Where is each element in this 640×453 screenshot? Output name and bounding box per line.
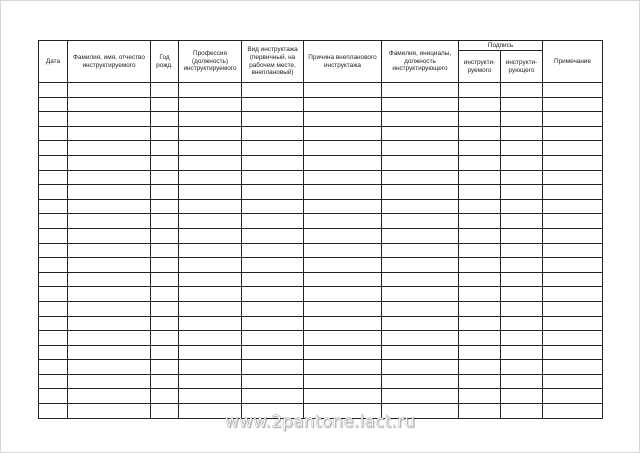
table-cell[interactable]: [543, 345, 603, 360]
table-cell[interactable]: [39, 243, 68, 258]
table-cell[interactable]: [151, 126, 179, 141]
table-cell[interactable]: [543, 112, 603, 127]
table-cell[interactable]: [459, 228, 501, 243]
table-cell[interactable]: [304, 272, 382, 287]
table-cell[interactable]: [501, 214, 543, 229]
table-row: [39, 126, 603, 141]
table-cell[interactable]: [304, 126, 382, 141]
header-signature-instructor: инструкти-рующего: [501, 51, 543, 83]
table-cell[interactable]: [151, 170, 179, 185]
table-cell[interactable]: [459, 345, 501, 360]
table-cell[interactable]: [68, 374, 151, 389]
table-cell[interactable]: [501, 228, 543, 243]
header-birth-year: Год рожд.: [151, 41, 179, 83]
table-cell[interactable]: [382, 141, 459, 156]
table-cell[interactable]: [68, 301, 151, 316]
table-cell[interactable]: [543, 360, 603, 375]
header-briefing-type: Вид инструктажа (первичный, на рабочем месте, внеплановый): [242, 41, 304, 83]
table-cell[interactable]: [382, 374, 459, 389]
table-row: [39, 360, 603, 375]
table-cell[interactable]: [501, 316, 543, 331]
table-cell[interactable]: [543, 331, 603, 346]
table-cell[interactable]: [179, 258, 242, 273]
table-cell[interactable]: [459, 316, 501, 331]
table-cell[interactable]: [151, 97, 179, 112]
table-cell[interactable]: [543, 228, 603, 243]
table-cell[interactable]: [501, 83, 543, 98]
table-cell[interactable]: [39, 301, 68, 316]
table-cell[interactable]: [382, 345, 459, 360]
table-cell[interactable]: [151, 374, 179, 389]
table-cell[interactable]: [39, 287, 68, 302]
table-cell[interactable]: [68, 83, 151, 98]
header-signature: Подпись: [459, 41, 543, 51]
table-cell[interactable]: [179, 316, 242, 331]
table-cell[interactable]: [151, 199, 179, 214]
table-cell[interactable]: [151, 345, 179, 360]
table-cell[interactable]: [382, 112, 459, 127]
table-cell[interactable]: [501, 243, 543, 258]
table-cell[interactable]: [543, 126, 603, 141]
table-cell[interactable]: [501, 287, 543, 302]
table-cell[interactable]: [382, 272, 459, 287]
table-cell[interactable]: [501, 141, 543, 156]
header-date: Дата: [39, 41, 68, 83]
table-cell[interactable]: [501, 374, 543, 389]
table-cell[interactable]: [304, 345, 382, 360]
table-cell[interactable]: [501, 272, 543, 287]
table-cell[interactable]: [459, 83, 501, 98]
table-cell[interactable]: [242, 141, 304, 156]
table-cell[interactable]: [543, 316, 603, 331]
table-cell[interactable]: [501, 301, 543, 316]
table-cell[interactable]: [242, 170, 304, 185]
table-cell[interactable]: [39, 214, 68, 229]
table-cell[interactable]: [39, 331, 68, 346]
table-cell[interactable]: [151, 316, 179, 331]
table-row: [39, 97, 603, 112]
table-cell[interactable]: [543, 389, 603, 404]
table-cell[interactable]: [68, 126, 151, 141]
table-cell[interactable]: [179, 126, 242, 141]
table-cell[interactable]: [151, 228, 179, 243]
table-cell[interactable]: [543, 258, 603, 273]
table-cell[interactable]: [304, 199, 382, 214]
table-row: [39, 316, 603, 331]
table-cell[interactable]: [304, 258, 382, 273]
table-cell[interactable]: [543, 374, 603, 389]
table-cell[interactable]: [151, 287, 179, 302]
table-cell[interactable]: [179, 287, 242, 302]
table-cell[interactable]: [151, 389, 179, 404]
header-note: Примечание: [543, 41, 603, 83]
table-cell[interactable]: [304, 97, 382, 112]
table-cell[interactable]: [382, 258, 459, 273]
table-cell[interactable]: [459, 170, 501, 185]
table-cell[interactable]: [179, 214, 242, 229]
table-row: [39, 170, 603, 185]
table-cell[interactable]: [382, 170, 459, 185]
table-cell[interactable]: [151, 243, 179, 258]
table-cell[interactable]: [304, 316, 382, 331]
table-cell[interactable]: [501, 126, 543, 141]
table-cell[interactable]: [543, 214, 603, 229]
table-cell[interactable]: [179, 345, 242, 360]
table-cell[interactable]: [151, 360, 179, 375]
table-cell[interactable]: [304, 389, 382, 404]
table-cell[interactable]: [543, 199, 603, 214]
table-cell[interactable]: [151, 214, 179, 229]
header-unscheduled-reason: Причина внепланового инструктажа: [304, 41, 382, 83]
table-cell[interactable]: [382, 214, 459, 229]
table-cell[interactable]: [501, 389, 543, 404]
table-cell[interactable]: [304, 287, 382, 302]
table-row: [39, 155, 603, 170]
table-cell[interactable]: [543, 301, 603, 316]
table-cell[interactable]: [304, 112, 382, 127]
table-cell[interactable]: [179, 243, 242, 258]
table-row: [39, 331, 603, 346]
table-cell[interactable]: [242, 316, 304, 331]
table-cell[interactable]: [151, 258, 179, 273]
table-cell[interactable]: [242, 199, 304, 214]
table-cell[interactable]: [304, 141, 382, 156]
table-cell[interactable]: [501, 199, 543, 214]
table-cell[interactable]: [382, 185, 459, 200]
table-cell[interactable]: [68, 214, 151, 229]
table-cell[interactable]: [501, 97, 543, 112]
header-profession: Профессия (должность) инструктируемого: [179, 41, 242, 83]
table-cell[interactable]: [179, 83, 242, 98]
table-cell[interactable]: [68, 360, 151, 375]
table-cell[interactable]: [68, 316, 151, 331]
table-row: [39, 272, 603, 287]
table-cell[interactable]: [39, 360, 68, 375]
table-cell[interactable]: [242, 214, 304, 229]
table-cell[interactable]: [242, 228, 304, 243]
table-row: [39, 185, 603, 200]
table-cell[interactable]: [242, 112, 304, 127]
table-cell[interactable]: [459, 272, 501, 287]
table-cell[interactable]: [543, 287, 603, 302]
table-cell[interactable]: [382, 301, 459, 316]
table-cell[interactable]: [382, 331, 459, 346]
table-cell[interactable]: [151, 155, 179, 170]
table-cell[interactable]: [68, 272, 151, 287]
table-row: [39, 389, 603, 404]
table-cell[interactable]: [304, 185, 382, 200]
table-cell[interactable]: [304, 170, 382, 185]
table-cell[interactable]: [501, 112, 543, 127]
table-cell[interactable]: [459, 243, 501, 258]
table-cell[interactable]: [459, 258, 501, 273]
table-cell[interactable]: [39, 112, 68, 127]
table-cell[interactable]: [39, 199, 68, 214]
table-cell[interactable]: [68, 170, 151, 185]
table-cell[interactable]: [459, 331, 501, 346]
table-cell[interactable]: [68, 185, 151, 200]
table-cell[interactable]: [501, 360, 543, 375]
table-cell[interactable]: [501, 185, 543, 200]
table-cell[interactable]: [242, 374, 304, 389]
table-cell[interactable]: [304, 214, 382, 229]
table-cell[interactable]: [242, 155, 304, 170]
table-cell[interactable]: [39, 170, 68, 185]
table-cell[interactable]: [304, 374, 382, 389]
table-row: [39, 214, 603, 229]
table-row: [39, 112, 603, 127]
table-cell[interactable]: [543, 185, 603, 200]
table-cell[interactable]: [39, 374, 68, 389]
table-cell[interactable]: [543, 141, 603, 156]
table-cell[interactable]: [179, 331, 242, 346]
table-cell[interactable]: [39, 389, 68, 404]
table-cell[interactable]: [459, 141, 501, 156]
table-row: [39, 301, 603, 316]
table-cell[interactable]: [543, 243, 603, 258]
table-cell[interactable]: [459, 112, 501, 127]
table-cell[interactable]: [382, 243, 459, 258]
table-cell[interactable]: [68, 97, 151, 112]
table-cell[interactable]: [151, 272, 179, 287]
table-cell[interactable]: [39, 316, 68, 331]
table-cell[interactable]: [543, 272, 603, 287]
table-cell[interactable]: [39, 272, 68, 287]
table-cell[interactable]: [39, 155, 68, 170]
table-cell[interactable]: [304, 301, 382, 316]
table-cell[interactable]: [459, 301, 501, 316]
table-cell[interactable]: [151, 331, 179, 346]
table-cell[interactable]: [304, 228, 382, 243]
table-cell[interactable]: [68, 258, 151, 273]
table-cell[interactable]: [242, 258, 304, 273]
table-cell[interactable]: [501, 258, 543, 273]
table-cell[interactable]: [543, 170, 603, 185]
table-cell[interactable]: [459, 126, 501, 141]
table-cell[interactable]: [304, 243, 382, 258]
table-cell[interactable]: [68, 199, 151, 214]
table-cell[interactable]: [242, 185, 304, 200]
table-row: [39, 228, 603, 243]
table-cell[interactable]: [382, 83, 459, 98]
header-signature-instructed: инструкти-руемого: [459, 51, 501, 83]
table-cell[interactable]: [151, 185, 179, 200]
journal-body: [39, 83, 603, 419]
table-cell[interactable]: [459, 389, 501, 404]
table-cell[interactable]: [242, 272, 304, 287]
table-cell[interactable]: [242, 389, 304, 404]
table-row: [39, 141, 603, 156]
table-cell[interactable]: [151, 112, 179, 127]
table-cell[interactable]: [39, 126, 68, 141]
table-cell[interactable]: [304, 360, 382, 375]
table-cell[interactable]: [179, 112, 242, 127]
table-cell[interactable]: [151, 301, 179, 316]
table-row: [39, 199, 603, 214]
table-cell[interactable]: [179, 170, 242, 185]
table-row: [39, 287, 603, 302]
table-cell[interactable]: [242, 243, 304, 258]
table-cell[interactable]: [459, 214, 501, 229]
table-cell[interactable]: [242, 287, 304, 302]
table-cell[interactable]: [501, 345, 543, 360]
table-cell[interactable]: [39, 228, 68, 243]
table-cell[interactable]: [242, 126, 304, 141]
header-full-name: Фамилия, имя, отчество инструктируемого: [68, 41, 151, 83]
table-cell[interactable]: [382, 287, 459, 302]
table-cell[interactable]: [459, 374, 501, 389]
table-cell[interactable]: [382, 155, 459, 170]
table-cell[interactable]: [501, 155, 543, 170]
table-cell[interactable]: [382, 389, 459, 404]
table-cell[interactable]: [543, 83, 603, 98]
table-cell[interactable]: [459, 360, 501, 375]
table-cell[interactable]: [179, 97, 242, 112]
table-cell[interactable]: [179, 360, 242, 375]
table-cell[interactable]: [179, 141, 242, 156]
table-cell[interactable]: [382, 228, 459, 243]
table-cell[interactable]: [68, 345, 151, 360]
instruction-journal-table: [38, 40, 603, 419]
table-cell[interactable]: [39, 345, 68, 360]
table-cell[interactable]: [151, 141, 179, 156]
table-cell[interactable]: [304, 83, 382, 98]
table-cell[interactable]: [501, 331, 543, 346]
table-cell[interactable]: [179, 185, 242, 200]
table-row: [39, 243, 603, 258]
table-cell[interactable]: [242, 301, 304, 316]
table-cell[interactable]: [68, 331, 151, 346]
table-cell[interactable]: [501, 170, 543, 185]
table-row: [39, 83, 603, 98]
header-instructor: Фамилия, инициалы, должность инструктирующего: [382, 41, 459, 83]
table-cell[interactable]: [382, 360, 459, 375]
table-cell[interactable]: [242, 331, 304, 346]
table-cell[interactable]: [382, 316, 459, 331]
table-cell[interactable]: [382, 199, 459, 214]
table-cell[interactable]: [382, 97, 459, 112]
table-cell[interactable]: [304, 155, 382, 170]
table-cell[interactable]: [543, 155, 603, 170]
table-cell[interactable]: [179, 389, 242, 404]
table-cell[interactable]: [304, 331, 382, 346]
table-row: [39, 374, 603, 389]
table-cell[interactable]: [242, 83, 304, 98]
table-cell[interactable]: [459, 185, 501, 200]
table-cell[interactable]: [382, 126, 459, 141]
table-cell[interactable]: [459, 97, 501, 112]
table-cell[interactable]: [179, 228, 242, 243]
table-cell[interactable]: [179, 155, 242, 170]
table-cell[interactable]: [68, 243, 151, 258]
table-cell[interactable]: [459, 287, 501, 302]
table-row: [39, 345, 603, 360]
table-cell[interactable]: [179, 272, 242, 287]
table-cell[interactable]: [68, 287, 151, 302]
table-row: [39, 258, 603, 273]
table-cell[interactable]: [242, 360, 304, 375]
table-cell[interactable]: [151, 83, 179, 98]
table-cell[interactable]: [39, 141, 68, 156]
table-cell[interactable]: [39, 258, 68, 273]
table-cell[interactable]: [543, 97, 603, 112]
table-cell[interactable]: [459, 199, 501, 214]
table-cell[interactable]: [459, 155, 501, 170]
table-cell[interactable]: [68, 389, 151, 404]
table-cell[interactable]: [179, 301, 242, 316]
table-cell[interactable]: [179, 199, 242, 214]
table-cell[interactable]: [39, 83, 68, 98]
table-cell[interactable]: [179, 374, 242, 389]
table-cell[interactable]: [68, 228, 151, 243]
watermark-text: www.2pantone.lact.ru: [224, 412, 416, 432]
table-cell[interactable]: [39, 185, 68, 200]
table-cell[interactable]: [242, 345, 304, 360]
table-cell[interactable]: [39, 97, 68, 112]
table-cell[interactable]: [242, 97, 304, 112]
table-cell[interactable]: [68, 155, 151, 170]
table-cell[interactable]: [68, 112, 151, 127]
table-cell[interactable]: [68, 141, 151, 156]
